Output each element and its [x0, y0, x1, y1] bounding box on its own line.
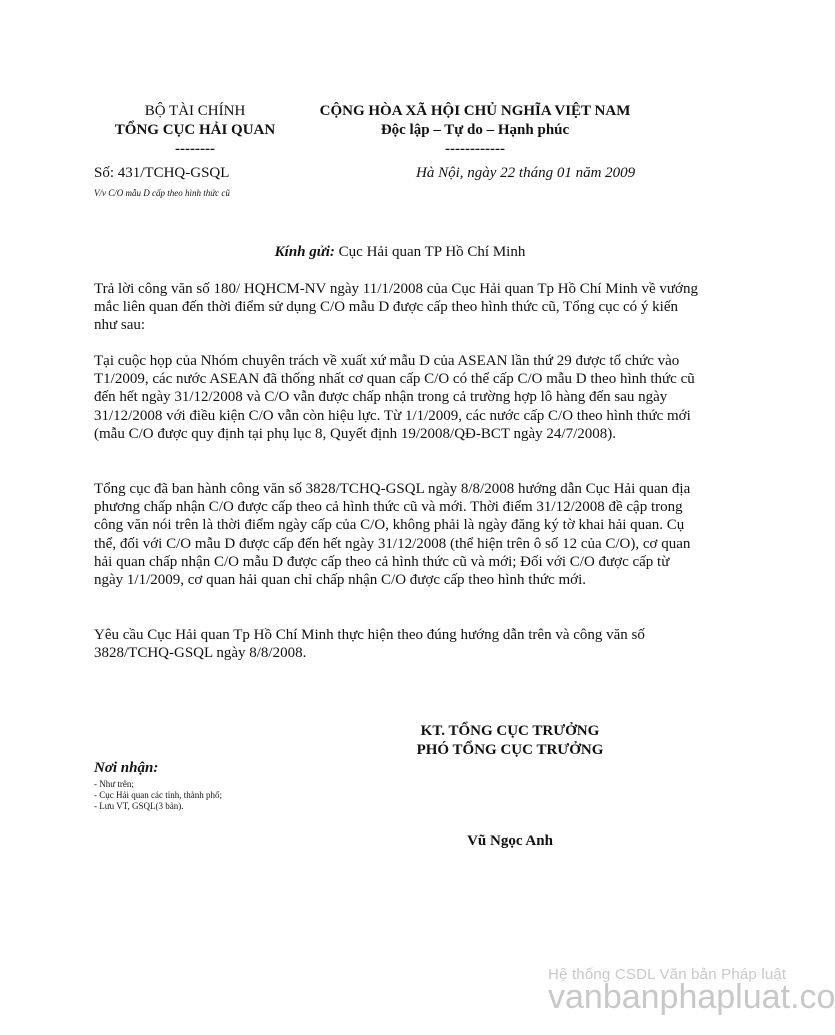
- document-number: Số: 431/TCHQ-GSQL: [94, 165, 230, 181]
- country-name: CỘNG HÒA XÃ HỘI CHỦ NGHĨA VIỆT NAM: [319, 103, 631, 119]
- recipient-label: Kính gửi:: [274, 244, 335, 260]
- recipient-name: Cục Hải quan TP Hồ Chí Minh: [334, 244, 526, 260]
- body-paragraph-3: Tổng cục đã ban hành công văn số 3828/TCHQ-GSQL ngày 8/8/2008 hướng dẫn Cục Hải quan địa phương chấp nhận C/O được cấp theo cả hình thức cũ và mới. Thời điểm 31/12/2008 đề cập trong công văn nói trên là thời điểm ngày cấp của C/O, không phải là ngày đăng ký tờ khai hải quan. Cụ thể, đối với C/O mẫu D được cấp đến hết ngày 31/12/2008 (thể hiện trên ô số 12 của C/O), cơ quan hải quan chấp nhận C/O mẫu D được cấp theo cả hình thức cũ và mới; Đối với C/O được cấp từ ngày 1/1/2009, cơ quan hải quan chỉ chấp nhận C/O được cấp theo hình thức mới.: [94, 481, 691, 589]
- signature-title-line-2: PHÓ TỔNG CỤC TRƯỞNG: [416, 742, 604, 758]
- document-date: Hà Nội, ngày 22 tháng 01 năm 2009: [416, 165, 636, 181]
- receiver-item: - Như trên;: [94, 779, 134, 789]
- issuer-divider: --------: [175, 141, 215, 157]
- signature-title: [380, 722, 640, 760]
- national-title-block: [300, 102, 650, 159]
- department-name: TỔNG CỤC HẢI QUAN: [114, 122, 276, 138]
- receivers-list: [94, 779, 222, 812]
- document-subject: V/v C/O mẫu D cấp theo hình thức cũ: [94, 188, 230, 198]
- watermark-line-1: Hệ thống CSDL Văn bản Pháp luật: [548, 966, 787, 983]
- recipient-line: [94, 244, 706, 261]
- receiver-item: - Cục Hải quan các tỉnh, thành phố;: [94, 790, 222, 800]
- receiver-item: - Lưu VT, GSQL(3 bản).: [94, 801, 184, 811]
- national-motto: Độc lập – Tự do – Hạnh phúc: [380, 122, 570, 138]
- signature-title-line-1: KT. TỔNG CỤC TRƯỞNG: [420, 723, 600, 739]
- ministry-name: BỘ TÀI CHÍNH: [144, 103, 246, 119]
- issuer-block: [80, 102, 310, 159]
- body-paragraph-2: Tại cuộc họp của Nhóm chuyên trách về xuất xứ mẫu D của ASEAN lần thứ 29 được tổ chức vào T1/2009, các nước ASEAN đã thống nhất cơ quan cấp C/O có thể cấp C/O mẫu D theo hình thức cũ đến hết ngày 31/12/2008 và C/O vẫn được chấp nhận trong cả trường hợp lô hàng đến sau ngày 31/12/2008 với điều kiện C/O vẫn còn hiệu lực. Từ 1/1/2009, các nước cấp C/O theo hình thức mới (mẫu C/O được quy định tại phụ lục 8, Quyết định 19/2008/QĐ-BCT ngày 24/7/2008).: [94, 353, 695, 442]
- watermark-line-2: vanbanphapluat.co: [548, 978, 835, 1016]
- motto-divider: ------------: [445, 141, 505, 157]
- receivers-title: Nơi nhận:: [94, 760, 159, 776]
- body-paragraph-1: Trả lời công văn số 180/ HQHCM-NV ngày 11/1/2008 của Cục Hải quan Tp Hồ Chí Minh về vướng mắc liên quan đến thời điểm sử dụng C/O mẫu D được cấp theo hình thức cũ, Tổng cục có ý kiến như sau:: [94, 281, 698, 334]
- body-paragraph-4: Yêu cầu Cục Hải quan Tp Hồ Chí Minh thực hiện theo đúng hướng dẫn trên và công văn số 3828/TCHQ-GSQL ngày 8/8/2008.: [94, 627, 645, 662]
- signer-name: Vũ Ngọc Anh: [467, 833, 553, 849]
